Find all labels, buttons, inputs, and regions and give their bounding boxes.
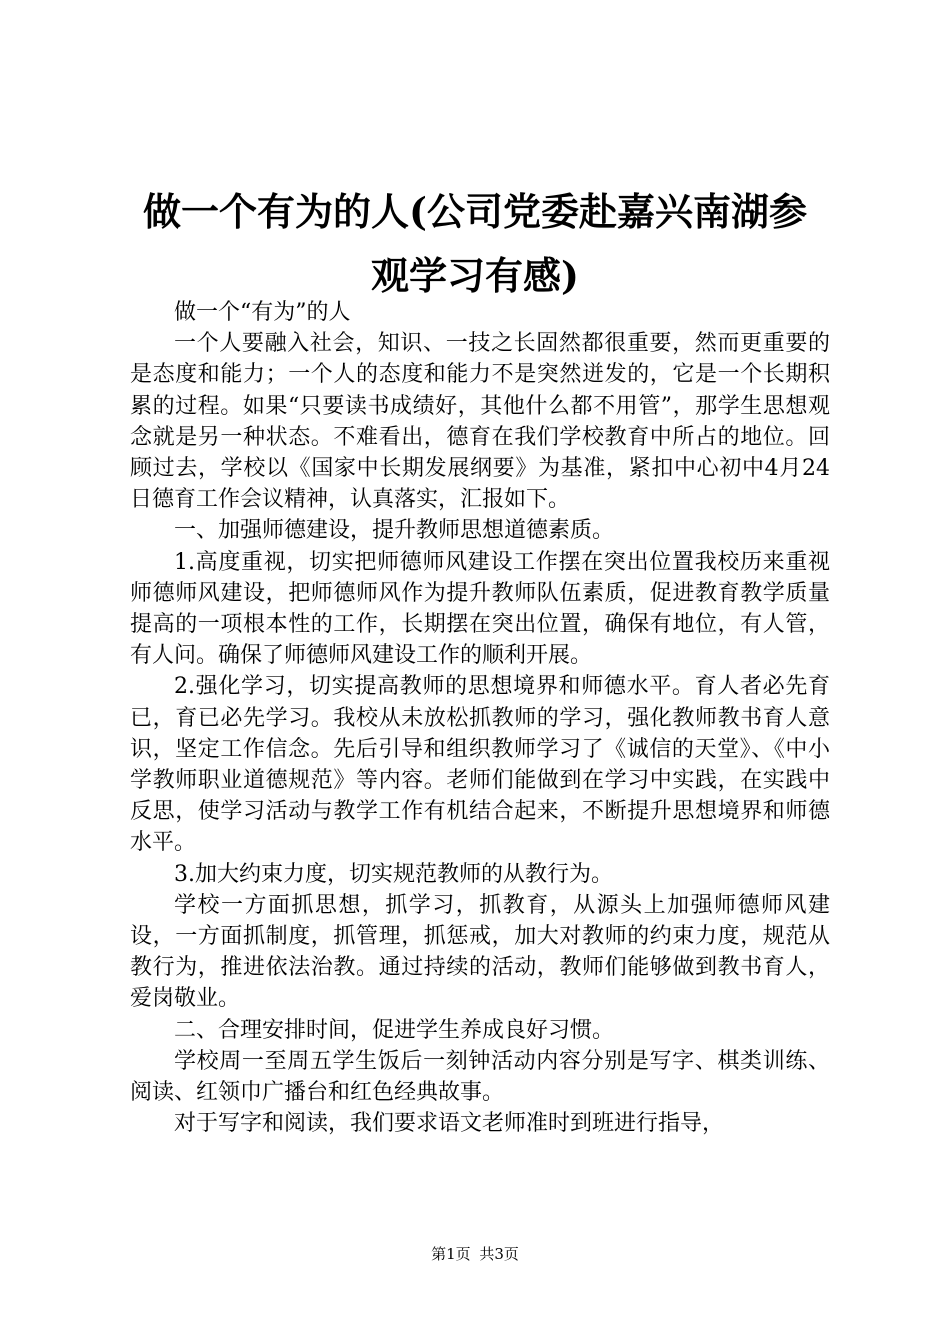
document-title: 做一个有为的人(公司党委赴嘉兴南湖参观学习有感) <box>143 189 807 298</box>
paragraph: 学校一方面抓思想，抓学习，抓教育，从源头上加强师德师风建设，一方面抓制度，抓管理，抓惩戒，加大对教师的约束力度，规范从教行为，推进依法治教。通过持续的活动，教师们能够做到教书育人，爱岗敬业。 <box>130 892 830 1012</box>
paragraph-subtitle: 做一个“有为”的人 <box>174 300 351 325</box>
section-heading: 二、合理安排时间，促进学生养成良好习惯。 <box>174 1017 615 1043</box>
page-footer <box>0 1244 950 1264</box>
paragraph: 对于写字和阅读，我们要求语文老师准时到班进行指导， <box>174 1111 725 1137</box>
paragraph: 2.强化学习，切实提高教师的思想境界和师德水平。育人者必先育已，育已必先学习。我校从未放松抓教师的学习，强化教师教书育人意识，坚定工作信念。先后引导和组织教师学习了《诚信的天堂》、《中小学教师职业道德规范》等内容。老师们能做到在学习中实践，在实践中反思，使学习活动与教学工作有机结合起来，不断提升思想境界和师德水平。 <box>130 674 830 856</box>
document-body <box>130 297 830 1139</box>
paragraph: 1.高度重视，切实把师德师风建设工作摆在突出位置我校历来重视师德师风建设，把师德师风作为提升教师队伍素质，促进教育教学质量提高的一项根本性的工作，长期摆在突出位置，确保有地位，有人管，有人问。确保了师德师风建设工作的顺利开展。 <box>130 549 830 669</box>
paragraph: 3.加大约束力度，切实规范教师的从教行为。 <box>174 861 613 887</box>
section-heading: 一、加强师德建设，提升教师思想道德素质。 <box>174 518 615 544</box>
paragraph: 一个人要融入社会，知识、一技之长固然都很重要，然而更重要的是态度和能力；一个人的态度和能力不是突然迸发的，它是一个长期积累的过程。如果“只要读书成绩好，其他什么都不用管”，那学生思想观念就是另一种状态。不难看出，德育在我们学校教育中所占的地位。回顾过去，学校以《国家中长期发展纲要》为基准，紧扣中心初中4月24日德育工作会议精神，认真落实，汇报如下。 <box>130 331 830 513</box>
paragraph: 学校周一至周五学生饭后一刻钟活动内容分别是写字、棋类训练、阅读、红领巾广播台和红色经典故事。 <box>130 1048 830 1106</box>
page-number: 第1页 <box>431 1245 471 1263</box>
page-total: 共3页 <box>479 1245 519 1263</box>
